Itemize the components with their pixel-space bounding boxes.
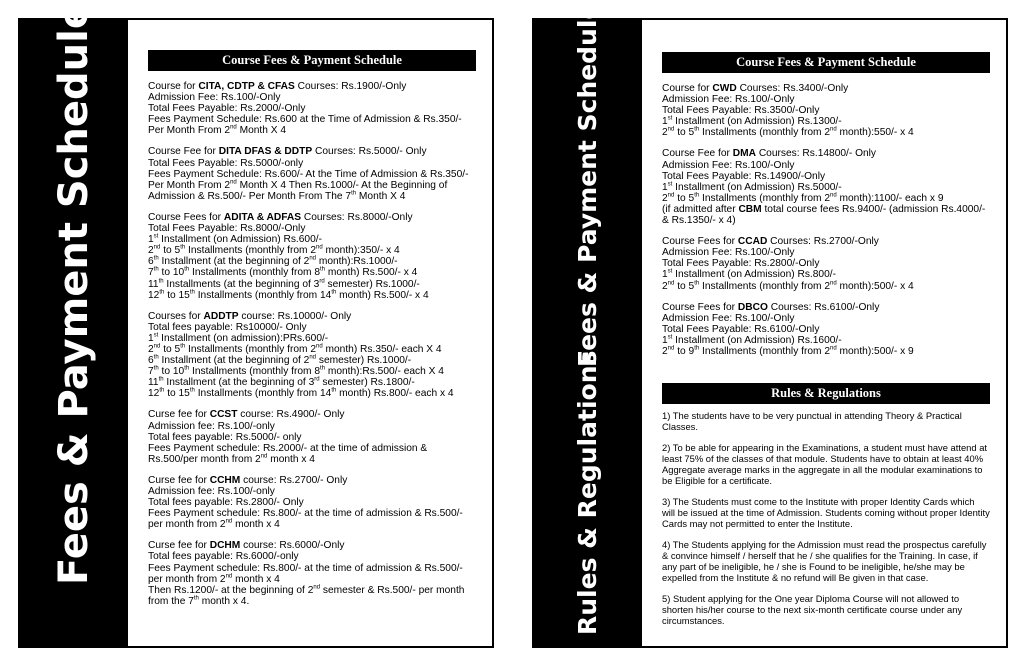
fee-block [662,236,990,291]
fee-block [662,148,990,226]
fee-line: Total Fees Payable: Rs.2000/-Only [148,103,306,115]
right-side-title-bottom: Rules & Regulations [573,350,602,635]
fee-line: Per Month From 2nd Month X 4 [148,124,287,137]
fee-line: Total Fees Payable: Rs.14900/-Only [662,170,826,182]
right-side-title-top: Fees & Payment Schedule [573,2,602,367]
rules-list [662,410,990,626]
fee-block-intro: Course Fee for [662,148,733,160]
course-fee: Courses: Rs.5000/- Only [312,146,427,158]
fee-block-title [148,540,476,551]
course-fee: Courses: Rs.3400/-Only [736,83,849,94]
fee-line: Per Month From 2nd Month X 4 Then Rs.1000/- At the Beginning of [148,179,448,191]
fee-line: Total Fees Payable: Rs.6100/-Only [662,323,820,335]
fee-line: 1st Installment (on Admission) Rs.5000/- [662,181,842,193]
left-brochure-page [18,2,494,648]
course-codes: DCHM [209,540,241,552]
left-side-title: Fees & Payment Schedule [51,2,97,585]
rule-item: 2) To be able for appearing in the Examinations, a student must have attend at least 75% of the classes of that module. Students have to obtain at least 40% Aggregate average marks in the aggregate in all the modular examinations to be Eligible for a certificate. [662,442,988,487]
fee-line: 2nd to 5th Installments (monthly from 2nd month) Rs.350/- each X 4 [148,343,442,355]
fee-block [148,409,476,464]
fee-line: Fees Payment schedule: Rs.800/- at the time of admission & Rs.500/- [148,562,463,574]
fee-block-intro: Curse fee for [148,409,210,421]
course-codes: DITA DFAS & DDTP [218,146,313,158]
fee-line: 2nd to 5th Installments (monthly from 2nd month):500/- x 4 [662,280,914,292]
fee-block-title [662,302,990,313]
fee-line: per month from 2nd month x 4 [148,518,280,531]
fee-block-title [148,475,476,486]
right-content [662,52,990,638]
rules-header: Rules & Regulations [662,383,990,404]
fee-line: 6th Installment (at the beginning of 2nd semester) Rs.1000/- [148,354,412,367]
fee-line: from the 7th month x 4. [148,595,250,607]
fee-line: Total fees payable: Rs.5000/- only [148,431,302,443]
course-codes: ADDTP [203,310,239,322]
fee-block-intro: Course Fees for [662,236,738,248]
right-side-band [534,2,642,646]
course-fee: course: Rs.6000/-Only [240,540,345,552]
fee-block-title [148,146,476,157]
fee-line: 2nd to 5th Installments (monthly from 2nd month):1100/- each x 9 [662,192,944,204]
fee-line: (if admitted after CBM total course fees Rs.9400/- (admission Rs.4000/- [662,203,986,215]
fee-line: Admission fee: Rs.100/-only [148,486,275,497]
fee-block-intro: Course for [662,83,713,94]
course-fee: course: Rs.4900/- Only [237,409,345,421]
fee-line: Rs.500/per month from 2nd month x 4 [148,453,315,465]
fee-block [148,212,476,301]
fee-line: Admission Fee: Rs.100/-Only [662,247,795,259]
fee-block-title [662,83,990,94]
fee-block-title [148,81,476,92]
fee-line: Total fees payable: Rs10000/- Only [148,321,307,333]
course-codes: CCAD [737,236,768,248]
fee-block [148,81,476,136]
course-fee: course: Rs.2700/- Only [240,474,348,486]
fee-block [148,540,476,607]
fee-block [148,146,476,201]
fee-line: Fees Payment Schedule: Rs.600 at the Time of Admission & Rs.350/- [148,114,462,126]
fee-block [148,475,476,530]
course-fee: Courses: Rs.2700/-Only [767,236,879,248]
fee-line: per month from 2nd month x 4 [148,573,280,585]
fee-line: 12th to 15th Installments (monthly from 14th month) Rs.500/- x 4 [148,289,429,301]
fee-line: Total Fees Payable: Rs.8000/-Only [148,223,306,235]
fee-line: 1st Installment (on Admission) Rs.600/- [148,233,322,246]
left-section-header: Course Fees & Payment Schedule [148,50,476,71]
course-codes: DBCO [737,301,768,313]
fee-line: Fees Payment Schedule: Rs.600/- At the Time of Admission & Rs.350/- [148,168,469,180]
fee-line: Fees Payment schedule: Rs.2000/- at the time of admission & [148,442,428,454]
fee-line: 1st Installment (on Admission) Rs.800/- [662,269,836,281]
fee-line: Fees Payment schedule: Rs.800/- at the time of admission & Rs.500/- [148,508,463,520]
fee-line: 2nd to 5th Installments (monthly from 2nd month):550/- x 4 [662,126,914,139]
right-section-header: Course Fees & Payment Schedule [662,52,990,73]
fee-line: 2nd to 5th Installments (monthly from 2nd month):350/- x 4 [148,244,400,257]
fee-line: Admission fee: Rs.100/-only [148,420,275,432]
fee-line: 11th Installment (at the beginning of 3rd semester) Rs.1800/- [148,376,415,389]
fee-line: 6th Installment (at the beginning of 2nd month):Rs.1000/- [148,255,398,268]
left-fee-blocks [148,81,476,607]
fee-line: Admission & Rs.500/- Per Month From The 7th Month X 4 [148,190,406,202]
fee-block-title [662,236,990,247]
fee-line: Admission Fee: Rs.100/-Only [662,312,795,324]
left-side-band [20,2,128,646]
right-brochure-page [532,2,1008,648]
fee-line: & Rs.1350/- x 4) [662,215,736,227]
fee-line: Total Fees Payable: Rs.5000/-only [148,157,304,169]
course-codes: CCST [209,409,238,421]
fee-block-title [148,311,476,322]
fee-line: Total fees payable: Rs.6000/-only [148,551,299,563]
fee-line: Total Fees Payable: Rs.3500/-Only [662,105,820,117]
course-fee: Courses: Rs.14800/- Only [755,148,877,160]
course-codes: ADITA & ADFAS [223,211,302,223]
course-fee: Courses: Rs.1900/-Only [294,81,407,92]
fee-block-intro: Course Fees for [148,211,224,223]
fee-line: Total Fees Payable: Rs.2800/-Only [662,258,820,270]
fee-block-intro: Courses for [148,310,204,322]
fee-line: 7th to 10th Installments (monthly from 8th month) Rs.500/- x 4 [148,267,418,279]
fee-line: Admission Fee: Rs.100/-Only [148,92,281,104]
fee-block-title [148,212,476,223]
fee-block-title [148,409,476,420]
fee-block-intro: Course Fee for [148,146,219,158]
rule-item: 5) Student applying for the One year Diploma Course will not allowed to shorten his/her course to the next six-month certificate course under any circumstances. [662,593,963,627]
fee-line: 1st Installment (on admission):PRs.600/- [148,332,329,344]
fee-line: 11th Installments (at the beginning of 3rd semester) Rs.1000/- [148,278,420,290]
fee-line: Admission Fee: Rs.100/-Only [662,159,795,171]
course-codes: DMA [732,148,756,160]
course-fee: Courses: Rs.8000/-Only [301,211,413,223]
fee-line: Total fees payable: Rs.2800/- Only [148,497,304,509]
left-content [148,50,476,638]
fee-block [148,311,476,400]
right-fee-blocks [662,83,990,357]
fee-block-intro: Curse fee for [148,540,210,552]
rule-item: 1) The students have to be very punctual in attending Theory & Practical Classes. [662,410,962,433]
rule-item: 4) The Students applying for the Admission must read the prospectus carefully & convince himself / herself that he / she qualifies for the Training. In case, if any part of be ineligible, he / she is Found to be ineligible, he/she may be expelled from the Institute & no refund will Be given in that case. [662,539,987,584]
fee-line: 1st Installment (on Admission) Rs.1300/- [662,115,842,128]
fee-block-intro: Course Fees for [662,301,738,313]
fee-block-intro: Course for [148,81,199,92]
rules-section [662,383,990,626]
fee-block [662,302,990,357]
course-codes: CWD [712,83,737,94]
fee-block-title [662,148,990,159]
fee-block-intro: Curse fee for [148,474,210,486]
course-fee: course: Rs.10000/- Only [238,310,352,322]
fee-block [662,83,990,138]
fee-line: 1st Installment (on Admission) Rs.1600/- [662,334,842,346]
course-codes: CITA, CDTP & CFAS [198,81,295,92]
rule-item: 3) The Students must come to the Institute with proper Identity Cards which will be issued at the time of Admission. Students coming without proper Identity Cards may not permitted to enter the Institute. [662,496,990,530]
fee-line: Admission Fee: Rs.100/-Only [662,94,795,106]
course-codes: CCHM [209,474,241,486]
fee-line: 7th to 10th Installments (monthly from 8th month):Rs.500/- each X 4 [148,365,444,378]
course-fee: Courses: Rs.6100/-Only [767,301,880,313]
fee-line: Then Rs.1200/- at the beginning of 2nd semester & Rs.500/- per month [148,584,465,596]
fee-line: 2nd to 9th Installments (monthly from 2nd month):500/- x 9 [662,345,914,357]
fee-line: 12th to 15th Installments (monthly from 14th month) Rs.800/- each x 4 [148,387,454,400]
